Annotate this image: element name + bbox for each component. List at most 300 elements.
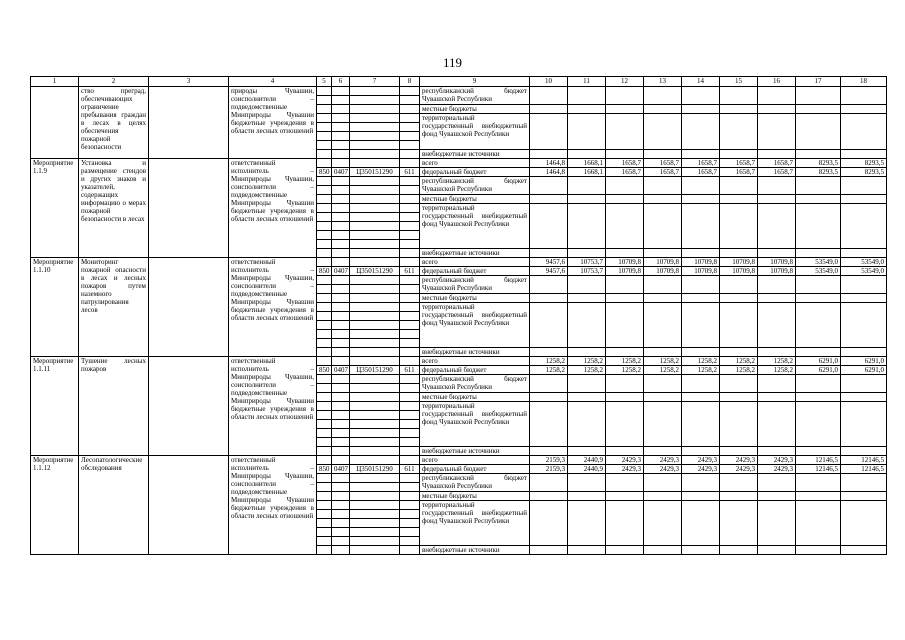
table-cell	[317, 429, 332, 438]
table-cell: 1258,2	[530, 357, 568, 366]
table-cell: 850	[317, 465, 332, 474]
table-cell	[606, 402, 644, 447]
table-cell	[606, 294, 644, 303]
table-cell: 1258,2	[758, 366, 796, 375]
table-cell: республиканский бюджет Чувашской Республики	[420, 177, 530, 195]
table-cell	[332, 258, 350, 267]
table-cell	[841, 546, 887, 555]
table-cell: 10709,8	[720, 258, 758, 267]
table-cell	[606, 348, 644, 357]
table-cell	[317, 249, 332, 258]
table-cell	[332, 105, 350, 114]
table-cell	[758, 114, 796, 150]
table-cell	[350, 393, 400, 402]
table-row	[31, 357, 887, 366]
table-cell: 1658,7	[720, 159, 758, 168]
table-cell: природы Чувашии, соисполнители – подведомственные Минприроды Чувашии бюджетные учреждения в области лесных отношений	[229, 87, 317, 159]
table-cell	[317, 321, 332, 330]
table-cell	[317, 438, 332, 447]
table-cell	[530, 276, 568, 294]
table-cell	[606, 249, 644, 258]
column-header: 5	[317, 77, 332, 87]
table-cell	[317, 132, 332, 141]
table-cell	[350, 312, 400, 321]
table-cell: внебюджетные источники	[420, 249, 530, 258]
table-cell	[332, 303, 350, 312]
table-cell	[350, 105, 400, 114]
table-cell	[332, 393, 350, 402]
table-cell: 1464,8	[530, 159, 568, 168]
table-cell	[400, 357, 420, 366]
table-cell	[332, 285, 350, 294]
table-cell	[796, 474, 841, 492]
table-cell	[400, 348, 420, 357]
table-cell: всего	[420, 258, 530, 267]
table-cell	[400, 321, 420, 330]
column-header: 8	[400, 77, 420, 87]
table-cell	[796, 303, 841, 348]
table-cell	[332, 87, 350, 96]
column-header: 6	[332, 77, 350, 87]
table-cell: республиканский бюджет Чувашской Республики	[420, 276, 530, 294]
table-cell	[332, 213, 350, 222]
table-cell	[332, 519, 350, 528]
table-cell	[317, 501, 332, 510]
table-cell	[350, 537, 400, 546]
table-cell	[350, 96, 400, 105]
table-cell	[682, 402, 720, 447]
table-cell	[350, 339, 400, 348]
table-cell	[317, 519, 332, 528]
table-cell	[841, 195, 887, 204]
table-cell	[530, 195, 568, 204]
table-cell: местные бюджеты	[420, 294, 530, 303]
table-cell	[644, 294, 682, 303]
table-cell	[606, 501, 644, 546]
table-cell	[350, 384, 400, 393]
table-cell	[350, 357, 400, 366]
table-cell	[317, 231, 332, 240]
table-cell: 2429,3	[758, 456, 796, 465]
table-cell	[31, 87, 79, 159]
table-cell: 611	[400, 366, 420, 375]
table-cell	[332, 276, 350, 285]
table-cell	[568, 303, 606, 348]
table-cell	[568, 348, 606, 357]
table-cell: 1258,2	[568, 357, 606, 366]
table-cell	[332, 438, 350, 447]
table-cell	[317, 204, 332, 213]
page-number: 119	[442, 55, 463, 70]
table-cell	[317, 150, 332, 159]
table-cell	[758, 177, 796, 195]
table-cell	[682, 303, 720, 348]
table-cell: 12146,5	[841, 465, 887, 474]
table-cell	[720, 393, 758, 402]
table-cell	[317, 114, 332, 123]
table-cell	[841, 303, 887, 348]
table-cell	[796, 204, 841, 249]
table-cell	[568, 177, 606, 195]
table-cell	[400, 438, 420, 447]
table-cell	[350, 132, 400, 141]
table-cell	[400, 537, 420, 546]
table-cell	[606, 375, 644, 393]
table-cell: Установка и размещение стендов и других знаков и указателей, содержащих информацию о мерах пожарной безопасности в лесах	[79, 159, 149, 258]
table-cell	[682, 492, 720, 501]
table-cell	[317, 393, 332, 402]
column-header: 2	[79, 77, 149, 87]
table-cell: 2440,9	[568, 465, 606, 474]
table-cell	[350, 348, 400, 357]
table-cell: 8293,5	[841, 168, 887, 177]
table-cell	[758, 276, 796, 294]
table-cell	[841, 87, 887, 105]
table-cell: 2429,3	[606, 456, 644, 465]
table-cell	[606, 474, 644, 492]
table-cell	[530, 492, 568, 501]
table-cell	[758, 150, 796, 159]
table-cell: 2429,3	[720, 465, 758, 474]
table-cell	[350, 249, 400, 258]
table-cell	[400, 312, 420, 321]
table-cell	[758, 546, 796, 555]
table-cell	[400, 339, 420, 348]
table-cell	[606, 276, 644, 294]
table-cell	[317, 339, 332, 348]
table-cell	[317, 222, 332, 231]
table-row	[31, 159, 887, 168]
table-cell	[400, 447, 420, 456]
table-cell: федеральный бюджет	[420, 267, 530, 276]
table-cell	[644, 474, 682, 492]
table-cell	[796, 294, 841, 303]
table-cell	[332, 402, 350, 411]
table-row	[31, 456, 887, 465]
table-cell	[332, 429, 350, 438]
table-cell	[568, 447, 606, 456]
table-cell	[350, 456, 400, 465]
table-cell: 1258,2	[644, 366, 682, 375]
table-cell	[332, 114, 350, 123]
table-cell	[317, 312, 332, 321]
table-cell	[720, 492, 758, 501]
table-cell: 10709,8	[758, 258, 796, 267]
table-cell	[644, 348, 682, 357]
table-cell	[644, 195, 682, 204]
table-cell: 10709,8	[720, 267, 758, 276]
table-cell	[606, 105, 644, 114]
table-cell	[400, 150, 420, 159]
table-cell	[758, 303, 796, 348]
table-cell	[568, 393, 606, 402]
table-cell	[606, 447, 644, 456]
table-cell: 1464,8	[530, 168, 568, 177]
table-cell: Ц350151290	[350, 267, 400, 276]
table-cell	[400, 528, 420, 537]
table-cell: 850	[317, 168, 332, 177]
table-cell	[317, 402, 332, 411]
table-cell: 1658,7	[606, 168, 644, 177]
table-cell	[530, 87, 568, 105]
table-cell	[317, 528, 332, 537]
column-header: 15	[720, 77, 758, 87]
table-cell	[530, 204, 568, 249]
table-cell	[841, 402, 887, 447]
table-cell	[644, 447, 682, 456]
table-cell	[758, 447, 796, 456]
table-cell	[400, 114, 420, 123]
table-cell	[568, 375, 606, 393]
table-cell	[350, 141, 400, 150]
table-cell	[400, 195, 420, 204]
table-cell	[568, 294, 606, 303]
table-cell	[332, 483, 350, 492]
table-cell	[350, 528, 400, 537]
table-cell	[400, 285, 420, 294]
table-cell	[682, 177, 720, 195]
table-cell: 2159,3	[530, 465, 568, 474]
table-cell	[350, 195, 400, 204]
table-cell: ответственный исполнитель – Минприроды Чувашии, соисполнители – подведомственные Минприроды Чувашии бюджетные учреждения в области лесных отношений	[229, 357, 317, 456]
table-cell	[350, 420, 400, 429]
table-cell: республиканский бюджет Чувашской Республики	[420, 474, 530, 492]
table-cell	[350, 510, 400, 519]
column-header: 13	[644, 77, 682, 87]
table-cell: 53549,0	[796, 258, 841, 267]
table-cell	[568, 87, 606, 105]
table-cell	[530, 447, 568, 456]
table-cell	[720, 402, 758, 447]
table-cell: 850	[317, 366, 332, 375]
table-cell: 2429,3	[720, 456, 758, 465]
table-cell	[400, 546, 420, 555]
table-cell	[350, 447, 400, 456]
table-cell: Мероприятие 1.1.11	[31, 357, 79, 456]
table-cell	[758, 474, 796, 492]
table-cell	[796, 195, 841, 204]
table-cell	[332, 510, 350, 519]
table-cell	[332, 411, 350, 420]
table-cell: Тушение лесных пожаров	[79, 357, 149, 456]
column-header: 9	[420, 77, 530, 87]
table-cell	[682, 393, 720, 402]
table-cell	[568, 249, 606, 258]
table-cell	[720, 546, 758, 555]
table-cell	[350, 240, 400, 249]
table-cell	[350, 429, 400, 438]
table-cell	[400, 141, 420, 150]
table-cell	[350, 159, 400, 168]
table-cell	[841, 447, 887, 456]
table-cell	[841, 177, 887, 195]
table-cell	[682, 105, 720, 114]
table-cell	[568, 402, 606, 447]
table-cell	[796, 177, 841, 195]
table-cell	[350, 492, 400, 501]
table-cell	[644, 402, 682, 447]
table-cell	[568, 204, 606, 249]
table-cell	[332, 501, 350, 510]
table-cell	[720, 474, 758, 492]
table-cell	[720, 195, 758, 204]
table-cell	[644, 303, 682, 348]
table-cell	[400, 87, 420, 96]
table-cell: 6291,0	[841, 366, 887, 375]
table-cell	[606, 492, 644, 501]
table-cell	[400, 159, 420, 168]
table-cell	[841, 375, 887, 393]
table-cell	[644, 177, 682, 195]
table-cell	[350, 213, 400, 222]
table-cell	[758, 375, 796, 393]
column-header: 12	[606, 77, 644, 87]
table-cell: Лесопатологические обследования	[79, 456, 149, 555]
table-cell	[332, 321, 350, 330]
table-cell: 1258,2	[758, 357, 796, 366]
table-cell	[720, 294, 758, 303]
column-header: 14	[682, 77, 720, 87]
table-cell	[317, 87, 332, 96]
column-header: 17	[796, 77, 841, 87]
table-cell	[400, 483, 420, 492]
table-cell	[644, 393, 682, 402]
table-cell: 6291,0	[796, 357, 841, 366]
table-cell: 611	[400, 465, 420, 474]
table-cell	[400, 204, 420, 213]
table-cell	[317, 213, 332, 222]
table-cell	[682, 447, 720, 456]
table-cell	[400, 402, 420, 411]
table-cell: 2429,3	[644, 456, 682, 465]
table-cell	[796, 87, 841, 105]
table-cell: Ц350151290	[350, 465, 400, 474]
table-cell	[530, 303, 568, 348]
table-cell	[720, 87, 758, 105]
table-cell	[400, 429, 420, 438]
table-cell	[796, 501, 841, 546]
table-cell: 6291,0	[796, 366, 841, 375]
table-cell	[796, 276, 841, 294]
table-cell	[796, 114, 841, 150]
table-cell	[644, 276, 682, 294]
table-cell	[317, 330, 332, 339]
table-cell: федеральный бюджет	[420, 465, 530, 474]
table-cell	[682, 114, 720, 150]
table-cell: 10709,8	[606, 258, 644, 267]
table-cell	[841, 474, 887, 492]
table-cell: местные бюджеты	[420, 105, 530, 114]
table-cell: Мероприятие 1.1.12	[31, 456, 79, 555]
table-cell	[317, 492, 332, 501]
table-cell	[400, 510, 420, 519]
table-cell	[841, 348, 887, 357]
table-cell	[758, 105, 796, 114]
table-cell: Мероприятие 1.1.9	[31, 159, 79, 258]
table-cell	[317, 384, 332, 393]
table-cell	[682, 294, 720, 303]
table-cell: 10753,7	[568, 267, 606, 276]
table-cell	[350, 258, 400, 267]
table-header-row	[31, 77, 887, 87]
table-cell	[332, 348, 350, 357]
table-cell: 0407	[332, 465, 350, 474]
table-cell	[682, 276, 720, 294]
table-cell	[400, 123, 420, 132]
table-cell	[350, 411, 400, 420]
table-cell	[400, 96, 420, 105]
table-cell	[400, 501, 420, 510]
table-cell	[644, 150, 682, 159]
table-cell	[350, 114, 400, 123]
table-cell	[530, 249, 568, 258]
column-header: 7	[350, 77, 400, 87]
table-cell	[568, 195, 606, 204]
table-cell	[317, 420, 332, 429]
table-cell	[796, 546, 841, 555]
table-cell	[400, 294, 420, 303]
table-cell	[720, 249, 758, 258]
table-cell: ответственный исполнитель – Минприроды Чувашии, соисполнители – подведомственные Минприроды Чувашии бюджетные учреждения в области лесных отношений	[229, 258, 317, 357]
table-cell	[682, 87, 720, 105]
table-cell	[332, 123, 350, 132]
table-cell	[332, 177, 350, 186]
table-cell	[400, 393, 420, 402]
table-cell: 2429,3	[682, 465, 720, 474]
table-cell: 1258,2	[720, 366, 758, 375]
table-cell	[720, 447, 758, 456]
table-cell	[350, 483, 400, 492]
table-cell	[568, 150, 606, 159]
table-cell	[568, 501, 606, 546]
table-cell	[796, 105, 841, 114]
table-cell: 1258,2	[720, 357, 758, 366]
table-cell	[350, 474, 400, 483]
table-cell	[332, 546, 350, 555]
table-cell	[332, 492, 350, 501]
table-cell	[350, 285, 400, 294]
table-cell	[720, 303, 758, 348]
table-cell: республиканский бюджет Чувашской Республики	[420, 375, 530, 393]
table-cell	[758, 195, 796, 204]
table-cell: ответственный исполнитель – Минприроды Чувашии, соисполнители – подведомственные Минприроды Чувашии бюджетные учреждения в области лесных отношений	[229, 456, 317, 555]
table-cell	[332, 150, 350, 159]
table-cell: 12146,5	[796, 456, 841, 465]
table-cell	[530, 105, 568, 114]
table-cell: 10709,8	[682, 267, 720, 276]
table-cell	[400, 231, 420, 240]
table-cell	[332, 240, 350, 249]
table-cell	[400, 375, 420, 384]
table-cell: местные бюджеты	[420, 195, 530, 204]
table-row	[31, 87, 887, 96]
table-cell	[350, 375, 400, 384]
table-cell	[606, 204, 644, 249]
table-cell	[400, 132, 420, 141]
table-cell	[317, 159, 332, 168]
table-cell	[644, 501, 682, 546]
table-cell	[530, 546, 568, 555]
table-cell: 1258,2	[606, 357, 644, 366]
table-cell	[332, 132, 350, 141]
table-cell	[720, 177, 758, 195]
table-cell	[317, 474, 332, 483]
table-cell: всего	[420, 456, 530, 465]
table-cell: внебюджетные источники	[420, 447, 530, 456]
table-cell: 53549,0	[841, 258, 887, 267]
column-header: 11	[568, 77, 606, 87]
table-cell	[400, 258, 420, 267]
